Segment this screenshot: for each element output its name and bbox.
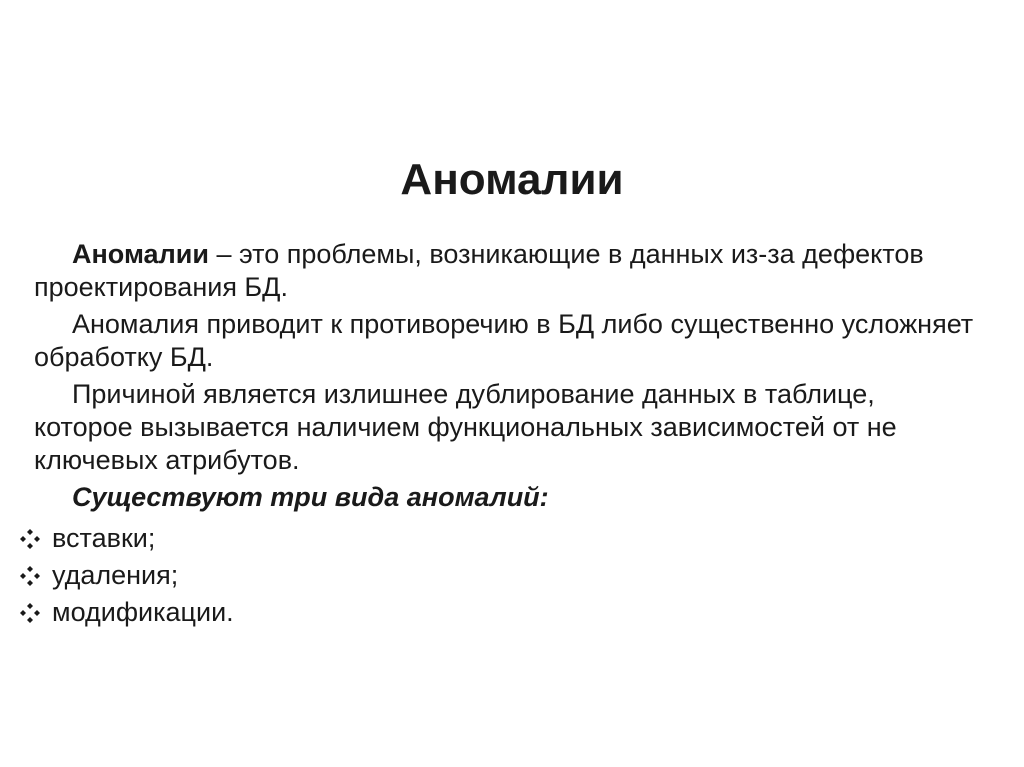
list-item bbox=[18, 594, 963, 631]
four-diamond-bullet-icon bbox=[18, 527, 42, 551]
list-item-text: вставки; bbox=[52, 523, 156, 553]
list-item-text: удаления; bbox=[52, 560, 179, 590]
term-lead: Аномалии bbox=[72, 239, 209, 269]
four-diamond-bullet-icon bbox=[18, 601, 42, 625]
slide-title: Аномалии bbox=[400, 155, 624, 204]
four-diamond-bullet-icon bbox=[18, 564, 42, 588]
list-item bbox=[18, 520, 963, 557]
paragraph-consequence: Аномалия приводит к противоречию в БД либо существенно усложняет обработку БД. bbox=[34, 309, 974, 372]
list-item bbox=[18, 557, 963, 594]
paragraph-cause: Причиной является излишнее дублирование данных в таблице, которое вызывается наличием функциональных зависимостей от не ключевых атрибутов. bbox=[34, 379, 897, 475]
list-heading: Существуют три вида аномалий: bbox=[72, 482, 549, 512]
slide-body bbox=[34, 238, 979, 631]
list-item-text: модификации. bbox=[52, 597, 234, 627]
anomaly-types-list bbox=[18, 520, 963, 631]
paragraph-definition bbox=[34, 238, 979, 304]
definition-text: – это проблемы, возникающие в данных из-за дефектов проектирования БД. bbox=[34, 239, 924, 302]
